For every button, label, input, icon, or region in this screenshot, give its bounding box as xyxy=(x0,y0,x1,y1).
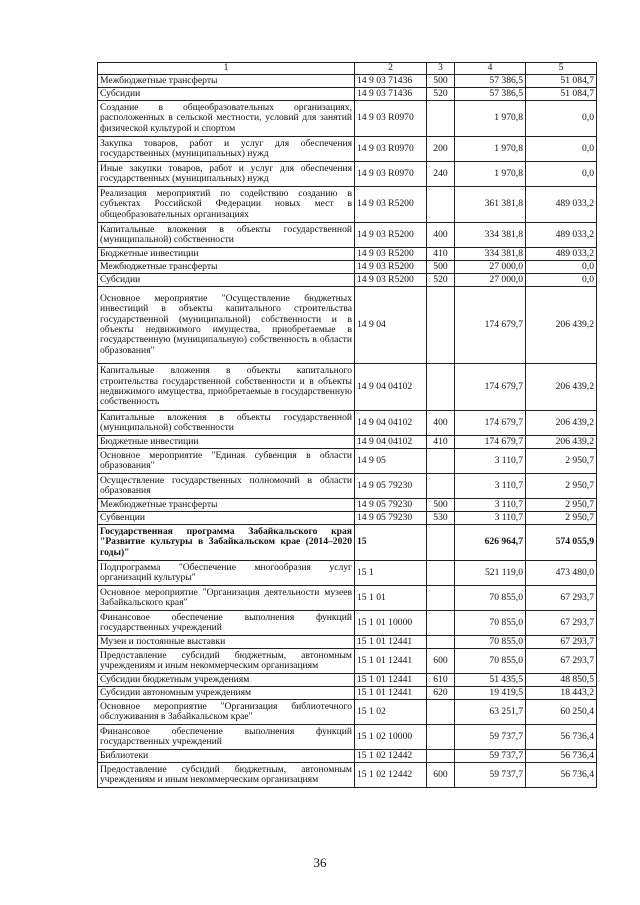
table-row xyxy=(98,101,597,137)
row-code: 15 xyxy=(355,525,427,561)
row-code: 14 9 03 71436 xyxy=(355,88,427,101)
row-expense-type xyxy=(427,101,455,137)
table-row xyxy=(98,162,597,187)
row-amount-col5: 206 439,2 xyxy=(526,364,597,411)
row-amount-col5: 2 950,7 xyxy=(526,474,597,499)
row-amount-col4: 63 251,7 xyxy=(455,700,526,725)
row-amount-col4: 1 970,8 xyxy=(455,137,526,162)
table-row xyxy=(98,88,597,101)
column-number-row xyxy=(98,63,597,75)
row-amount-col5: 48 850,5 xyxy=(526,674,597,687)
row-name: Основное мероприятие "Организация библиотечного обслуживания в Забайкальском крае" xyxy=(98,700,355,725)
row-code: 14 9 03 R5200 xyxy=(355,261,427,274)
column-number-5: 5 xyxy=(526,63,597,75)
row-expense-type: 520 xyxy=(427,274,455,287)
row-name: Субсидии xyxy=(98,274,355,287)
row-amount-col4: 70 855,0 xyxy=(455,649,526,674)
page-number: 36 xyxy=(313,855,327,870)
row-amount-col4: 334 381,8 xyxy=(455,248,526,261)
row-name: Предоставление субсидий бюджетным, автономным учреждениям и иным некоммерческим организациям xyxy=(98,763,355,788)
row-amount-col5: 206 439,2 xyxy=(526,436,597,449)
row-name: Библиотеки xyxy=(98,750,355,763)
row-amount-col4: 51 435,5 xyxy=(455,674,526,687)
row-expense-type: 500 xyxy=(427,261,455,274)
row-amount-col4: 174 679,7 xyxy=(455,436,526,449)
row-code: 14 9 03 R0970 xyxy=(355,137,427,162)
row-amount-col4: 174 679,7 xyxy=(455,364,526,411)
row-expense-type: 610 xyxy=(427,674,455,687)
table-row xyxy=(98,75,597,88)
row-expense-type xyxy=(427,561,455,586)
row-expense-type xyxy=(427,636,455,649)
row-amount-col4: 19 419,5 xyxy=(455,687,526,700)
row-name: Субсидии xyxy=(98,88,355,101)
row-expense-type: 520 xyxy=(427,88,455,101)
table-row xyxy=(98,525,597,561)
row-code: 14 9 04 04102 xyxy=(355,436,427,449)
row-code: 15 1 02 xyxy=(355,700,427,725)
row-name: Создание в общеобразовательных организациях, расположенных в сельской местности, условий для занятий физической культурой и спортом xyxy=(98,101,355,137)
row-expense-type xyxy=(427,725,455,750)
row-amount-col5: 473 480,0 xyxy=(526,561,597,586)
table-row xyxy=(98,274,597,287)
row-expense-type xyxy=(427,364,455,411)
table-row xyxy=(98,137,597,162)
row-amount-col5: 56 736,4 xyxy=(526,763,597,788)
row-code: 15 1 01 12441 xyxy=(355,687,427,700)
row-name: Основное мероприятие "Осуществление бюджетных инвестиций в объекты капитального строительства государственной (муниципальной) собственности и в объекты недвижимого имущества, приобретаемые в государственную (муниципальную) собственность в области образования" xyxy=(98,287,355,364)
row-amount-col4: 70 855,0 xyxy=(455,611,526,636)
row-expense-type: 410 xyxy=(427,248,455,261)
row-name: Бюджетные инвестиции xyxy=(98,436,355,449)
row-expense-type: 530 xyxy=(427,512,455,525)
row-amount-col4: 1 970,8 xyxy=(455,101,526,137)
row-name: Межбюджетные трансферты xyxy=(98,75,355,88)
row-code: 15 1 02 10000 xyxy=(355,725,427,750)
row-code: 14 9 03 R5200 xyxy=(355,223,427,248)
row-amount-col5: 2 950,7 xyxy=(526,512,597,525)
table-row xyxy=(98,674,597,687)
column-number-3: 3 xyxy=(427,63,455,75)
row-amount-col4: 59 737,7 xyxy=(455,763,526,788)
row-amount-col5: 0,0 xyxy=(526,162,597,187)
row-amount-col4: 70 855,0 xyxy=(455,636,526,649)
row-expense-type: 620 xyxy=(427,687,455,700)
row-amount-col5: 67 293,7 xyxy=(526,611,597,636)
row-name: Финансовое обеспечение выполнения функций государственных учреждений xyxy=(98,725,355,750)
row-amount-col5: 2 950,7 xyxy=(526,449,597,474)
row-code: 15 1 01 xyxy=(355,586,427,611)
row-code: 14 9 04 xyxy=(355,287,427,364)
row-code: 14 9 03 R5200 xyxy=(355,248,427,261)
table-row xyxy=(98,636,597,649)
table-row xyxy=(98,187,597,223)
row-amount-col4: 27 000,0 xyxy=(455,261,526,274)
table-row xyxy=(98,449,597,474)
row-amount-col4: 1 970,8 xyxy=(455,162,526,187)
row-name: Межбюджетные трансферты xyxy=(98,261,355,274)
row-amount-col4: 57 386,5 xyxy=(455,88,526,101)
row-name: Межбюджетные трансферты xyxy=(98,499,355,512)
row-code: 14 9 03 R5200 xyxy=(355,274,427,287)
row-amount-col4: 3 110,7 xyxy=(455,474,526,499)
row-expense-type xyxy=(427,474,455,499)
table-row xyxy=(98,223,597,248)
row-name: Осуществление государственных полномочий в области образования xyxy=(98,474,355,499)
row-amount-col5: 2 950,7 xyxy=(526,499,597,512)
row-amount-col4: 334 381,8 xyxy=(455,223,526,248)
row-code: 14 9 05 79230 xyxy=(355,512,427,525)
row-expense-type xyxy=(427,750,455,763)
row-expense-type xyxy=(427,586,455,611)
row-name: Подпрограмма "Обеспечение многообразия услуг организаций культуры" xyxy=(98,561,355,586)
table-row xyxy=(98,436,597,449)
row-code: 14 9 05 79230 xyxy=(355,499,427,512)
row-amount-col5: 0,0 xyxy=(526,261,597,274)
table-row xyxy=(98,248,597,261)
row-amount-col5: 0,0 xyxy=(526,274,597,287)
row-amount-col4: 59 737,7 xyxy=(455,725,526,750)
table-row xyxy=(98,512,597,525)
column-number-1: 1 xyxy=(98,63,355,75)
row-amount-col5: 0,0 xyxy=(526,101,597,137)
table-row xyxy=(98,411,597,436)
row-amount-col4: 3 110,7 xyxy=(455,449,526,474)
row-expense-type: 500 xyxy=(427,75,455,88)
budget-table xyxy=(97,62,597,788)
row-amount-col5: 18 443,2 xyxy=(526,687,597,700)
row-expense-type: 400 xyxy=(427,223,455,248)
row-name: Субсидии бюджетным учреждениям xyxy=(98,674,355,687)
table-row xyxy=(98,287,597,364)
row-expense-type: 600 xyxy=(427,763,455,788)
table-row xyxy=(98,750,597,763)
row-amount-col4: 3 110,7 xyxy=(455,512,526,525)
row-expense-type xyxy=(427,525,455,561)
row-code: 14 9 04 04102 xyxy=(355,364,427,411)
row-amount-col5: 67 293,7 xyxy=(526,586,597,611)
row-code: 15 1 01 10000 xyxy=(355,611,427,636)
row-expense-type: 500 xyxy=(427,499,455,512)
row-name: Предоставление субсидий бюджетным, автономным учреждениям и иным некоммерческим организациям xyxy=(98,649,355,674)
table-row xyxy=(98,261,597,274)
table-row xyxy=(98,763,597,788)
row-name: Капитальные вложения в объекты капитального строительства государственной собственности и в объекты недвижимого имущества, приобретаемые в государственную собственность xyxy=(98,364,355,411)
row-amount-col5: 489 033,2 xyxy=(526,248,597,261)
row-amount-col4: 174 679,7 xyxy=(455,287,526,364)
row-amount-col5: 56 736,4 xyxy=(526,750,597,763)
table-row xyxy=(98,474,597,499)
row-amount-col5: 56 736,4 xyxy=(526,725,597,750)
row-name: Бюджетные инвестиции xyxy=(98,248,355,261)
row-expense-type xyxy=(427,449,455,474)
row-amount-col4: 521 119,0 xyxy=(455,561,526,586)
row-code: 14 9 05 xyxy=(355,449,427,474)
row-amount-col4: 27 000,0 xyxy=(455,274,526,287)
row-amount-col4: 361 381,8 xyxy=(455,187,526,223)
row-name: Реализация мероприятий по содействию созданию в субъектах Российской Федерации новых мест в общеобразовательных организациях xyxy=(98,187,355,223)
row-name: Государственная программа Забайкальского края "Развитие культуры в Забайкальском крае (2014–2020 годы)" xyxy=(98,525,355,561)
column-number-2: 2 xyxy=(355,63,427,75)
row-amount-col4: 3 110,7 xyxy=(455,499,526,512)
row-code: 14 9 03 71436 xyxy=(355,75,427,88)
row-amount-col4: 626 964,7 xyxy=(455,525,526,561)
row-expense-type: 200 xyxy=(427,137,455,162)
row-code: 15 1 xyxy=(355,561,427,586)
row-amount-col4: 59 737,7 xyxy=(455,750,526,763)
column-number-4: 4 xyxy=(455,63,526,75)
row-amount-col5: 60 250,4 xyxy=(526,700,597,725)
row-code: 15 1 02 12442 xyxy=(355,763,427,788)
row-name: Финансовое обеспечение выполнения функций государственных учреждений xyxy=(98,611,355,636)
budget-table-body xyxy=(98,63,597,788)
table-row xyxy=(98,611,597,636)
row-name: Субвенции xyxy=(98,512,355,525)
row-code: 14 9 03 R0970 xyxy=(355,162,427,187)
row-amount-col5: 67 293,7 xyxy=(526,636,597,649)
row-expense-type: 600 xyxy=(427,649,455,674)
row-amount-col4: 70 855,0 xyxy=(455,586,526,611)
row-amount-col5: 0,0 xyxy=(526,137,597,162)
row-code: 15 1 02 12442 xyxy=(355,750,427,763)
row-expense-type xyxy=(427,287,455,364)
row-amount-col4: 57 386,5 xyxy=(455,75,526,88)
row-name: Основное мероприятие "Организация деятельности музеев Забайкальского края" xyxy=(98,586,355,611)
row-code: 14 9 03 R5200 xyxy=(355,187,427,223)
table-row xyxy=(98,700,597,725)
table-row xyxy=(98,364,597,411)
row-name: Основное мероприятие "Единая субвенция в области образования" xyxy=(98,449,355,474)
row-code: 14 9 04 04102 xyxy=(355,411,427,436)
row-amount-col5: 206 439,2 xyxy=(526,411,597,436)
row-code: 14 9 05 79230 xyxy=(355,474,427,499)
table-row xyxy=(98,499,597,512)
row-amount-col5: 574 055,9 xyxy=(526,525,597,561)
row-code: 15 1 01 12441 xyxy=(355,674,427,687)
row-expense-type: 240 xyxy=(427,162,455,187)
row-name: Закупка товаров, работ и услуг для обеспечения государственных (муниципальных) нужд xyxy=(98,137,355,162)
row-code: 15 1 01 12441 xyxy=(355,636,427,649)
row-code: 14 9 03 R0970 xyxy=(355,101,427,137)
row-amount-col5: 206 439,2 xyxy=(526,287,597,364)
row-expense-type xyxy=(427,611,455,636)
table-row xyxy=(98,725,597,750)
table-row xyxy=(98,649,597,674)
row-name: Иные закупки товаров, работ и услуг для обеспечения государственных (муниципальных) нужд xyxy=(98,162,355,187)
row-amount-col5: 489 033,2 xyxy=(526,223,597,248)
row-code: 15 1 01 12441 xyxy=(355,649,427,674)
row-name: Субсидии автономным учреждениям xyxy=(98,687,355,700)
row-amount-col5: 51 084,7 xyxy=(526,88,597,101)
row-amount-col5: 51 084,7 xyxy=(526,75,597,88)
row-expense-type xyxy=(427,700,455,725)
row-amount-col5: 489 033,2 xyxy=(526,187,597,223)
row-expense-type xyxy=(427,187,455,223)
table-row xyxy=(98,687,597,700)
row-expense-type: 400 xyxy=(427,411,455,436)
row-expense-type: 410 xyxy=(427,436,455,449)
row-amount-col5: 67 293,7 xyxy=(526,649,597,674)
row-name: Музеи и постоянные выставки xyxy=(98,636,355,649)
row-name: Капитальные вложения в объекты государственной (муниципальной) собственности xyxy=(98,411,355,436)
table-row xyxy=(98,561,597,586)
table-row xyxy=(98,586,597,611)
row-amount-col4: 174 679,7 xyxy=(455,411,526,436)
row-name: Капитальные вложения в объекты государственной (муниципальной) собственности xyxy=(98,223,355,248)
